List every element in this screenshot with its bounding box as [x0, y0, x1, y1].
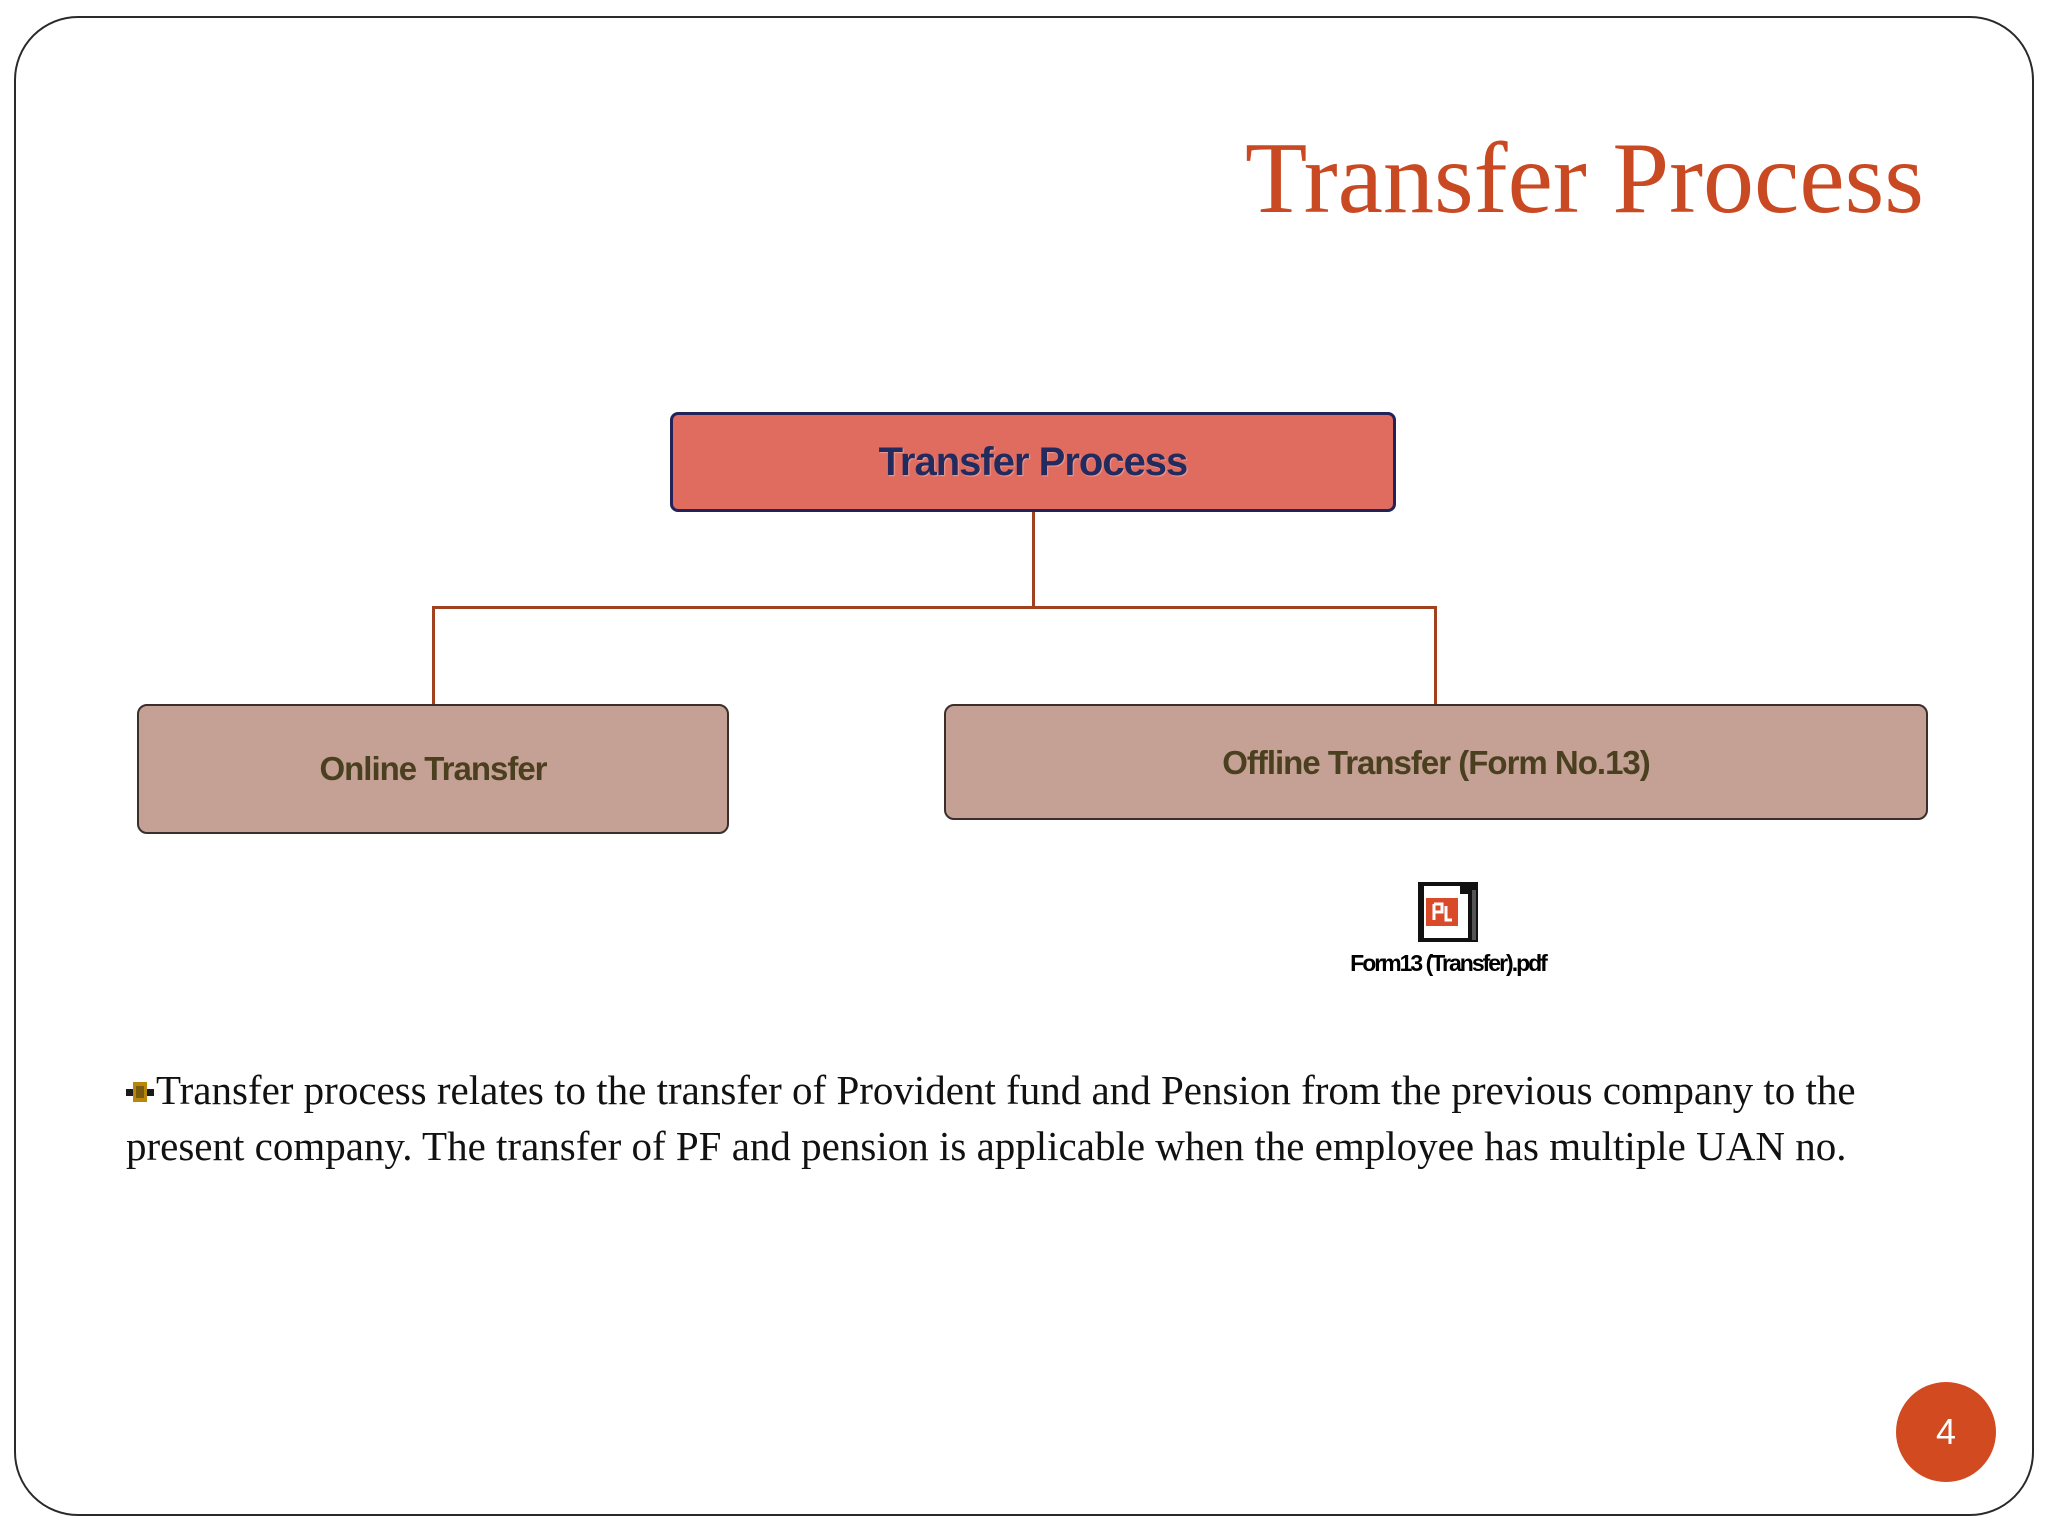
page-number: 4 [1935, 1411, 1957, 1452]
diagram-node-offline-transfer [944, 704, 1928, 820]
diagram-node-online-transfer [137, 704, 729, 834]
diagram-root-node [670, 412, 1396, 512]
body-text: Transfer process relates to the transfer of Provident fund and Pension from the previous company to the present company. The transfer of PF and pension is applicable when the employee has multiple UAN no. [126, 1067, 1856, 1169]
diagram-root-label: Transfer Process [878, 439, 1188, 484]
connector-offline-drop [1434, 606, 1437, 704]
connector-horizontal-bar [432, 606, 1437, 609]
body-paragraph [126, 1062, 1936, 1174]
square-bullet-icon [126, 1078, 154, 1106]
form13-attachment[interactable] [1318, 880, 1578, 986]
offline-transfer-label: Offline Transfer (Form No.13) [1222, 744, 1650, 781]
connector-online-drop [432, 606, 435, 704]
attachment-filename: Form13 (Transfer).pdf [1350, 950, 1546, 976]
slide-title: Transfer Process [1245, 122, 1924, 235]
connector-root-stem [1032, 512, 1035, 608]
pdf-file-icon [1416, 880, 1480, 944]
online-transfer-label: Online Transfer [319, 750, 547, 787]
page-number-badge [1896, 1382, 1996, 1482]
